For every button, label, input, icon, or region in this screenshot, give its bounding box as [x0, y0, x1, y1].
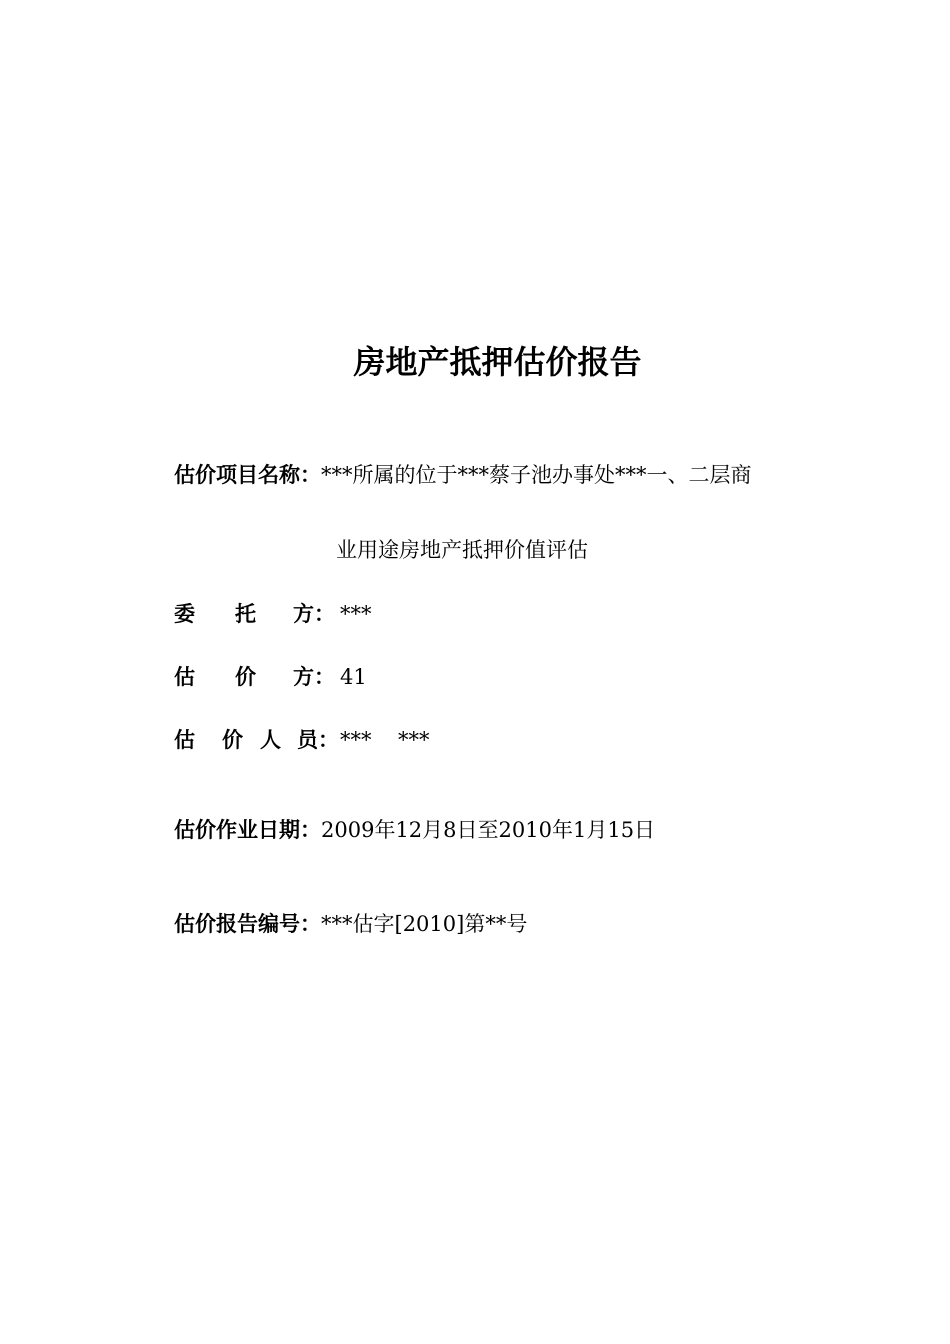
client-label-char-2: 托 [235, 602, 256, 626]
appraiser-label-char-2: 价 [235, 665, 256, 689]
project-name-label: 估价项目名称： [174, 463, 321, 487]
appraiser-label [174, 661, 340, 693]
appraiser-label-char-1: 估 [174, 665, 195, 689]
staff-label-char-4: 员： [297, 728, 339, 752]
client-value: *** [340, 602, 372, 626]
client-label [174, 598, 340, 630]
staff-value-1: *** [340, 728, 372, 752]
date-label: 估价作业日期： [174, 818, 321, 842]
client-row [174, 598, 372, 631]
report-number-row [174, 908, 527, 941]
staff-label [174, 724, 340, 756]
appraiser-label-char-3: 方： [293, 665, 335, 689]
report-number-label: 估价报告编号： [174, 912, 321, 936]
client-label-char-1: 委 [174, 602, 195, 626]
staff-label-char-3: 人 [260, 728, 281, 752]
staff-row [174, 724, 430, 757]
staff-label-char-2: 价 [222, 728, 243, 752]
date-row [174, 814, 655, 847]
project-name-row [174, 459, 752, 492]
project-name-value-line2: 业用途房地产抵押价值评估 [336, 538, 588, 562]
date-value: 2009年12月8日至2010年1月15日 [321, 818, 656, 842]
project-name-continuation [336, 534, 588, 566]
staff-label-char-1: 估 [174, 728, 195, 752]
appraiser-row [174, 661, 367, 694]
project-name-value: ***所属的位于***蔡子池办事处***一、二层商 [321, 463, 752, 487]
report-title: 房地产抵押估价报告 [353, 343, 642, 381]
appraiser-value: 41 [340, 665, 367, 689]
client-label-char-3: 方： [293, 602, 335, 626]
report-number-value: ***估字[2010]第**号 [321, 912, 528, 936]
staff-value-2: *** [398, 728, 430, 752]
